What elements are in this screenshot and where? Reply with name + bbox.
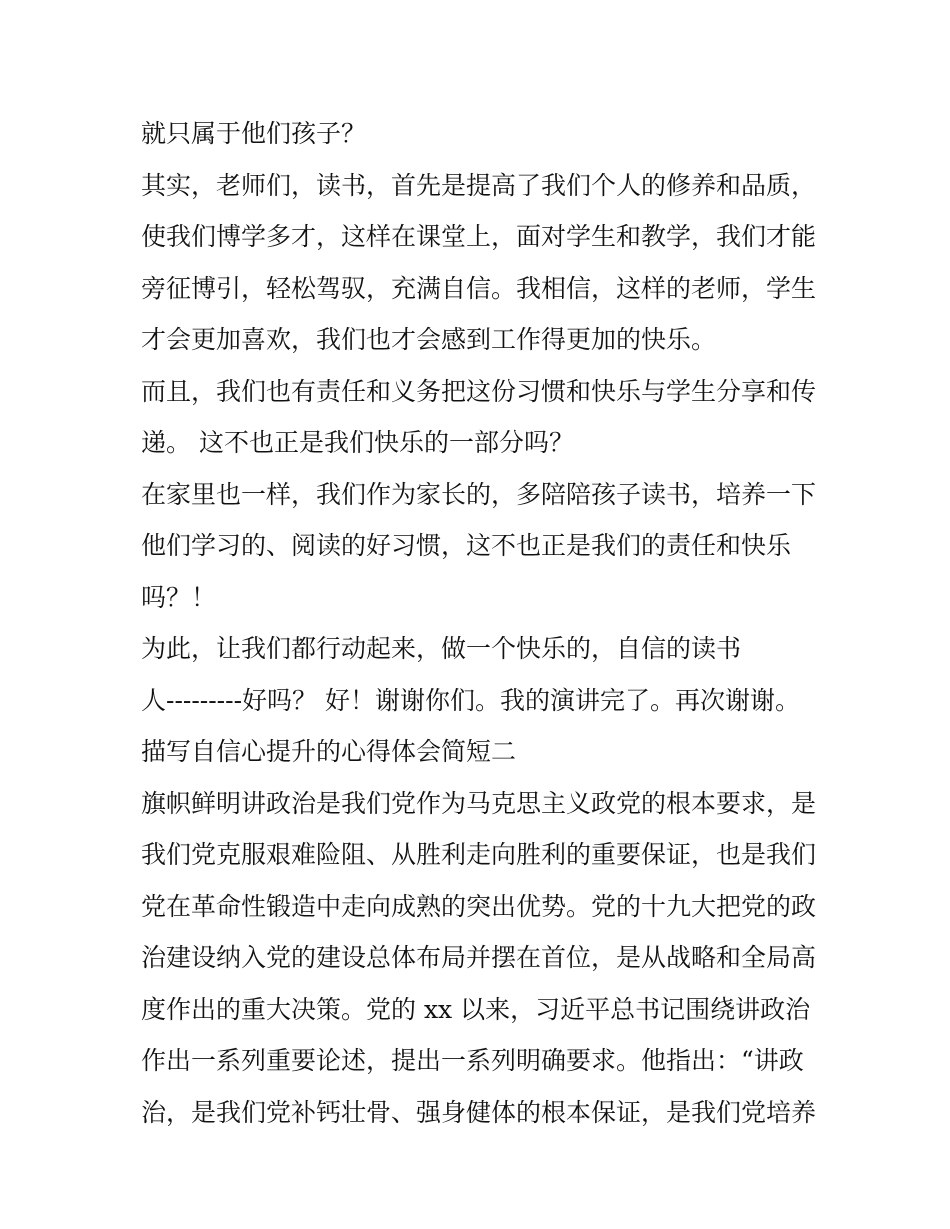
text-line: 旁征博引，轻松驾驭，充满自信。我相信，这样的老师，学生 [141, 273, 817, 303]
text-line: 旗帜鲜明讲政治是我们党作为马克思主义政党的根本要求，是 [141, 788, 817, 818]
text-line: 度作出的重大决策。党的 xx 以来，习近平总书记围绕讲政治 [141, 994, 811, 1024]
text-line: 使我们博学多才，这样在课堂上，面对学生和教学，我们才能 [141, 222, 817, 251]
text-line: 他们学习的、阅读的好习惯，这不也正是我们的责任和快乐 [141, 531, 792, 560]
text-line: 就只属于他们孩子？ [141, 119, 367, 148]
text-line: 为此，让我们都行动起来，做一个快乐的，自信的读书 [141, 634, 742, 663]
text-line: 吗？！ [141, 582, 217, 612]
document-body [141, 108, 821, 1138]
text-line: 递。 这不也正是我们快乐的一部分吗？ [141, 428, 574, 457]
text-line: 作出一系列重要论述，提出一系列明确要求。他指出：“讲政 [141, 1046, 804, 1075]
text-line: 人---------好吗？ 好！谢谢你们。我的演讲完了。再次谢谢。 [141, 685, 800, 715]
text-line: 我们党克服艰难险阻、从胜利走向胜利的重要保证，也是我们 [141, 840, 817, 869]
text-line: 党在革命性锻造中走向成熟的突出优势。党的十九大把党的政 [141, 891, 817, 921]
section-heading: 描写自信心提升的心得体会简短二 [141, 737, 517, 766]
text-line: 治，是我们党补钙壮骨、强身健体的根本保证，是我们党培养 [141, 1097, 817, 1127]
text-line: 在家里也一样，我们作为家长的，多陪陪孩子读书，培养一下 [141, 479, 817, 509]
text-line: 而且，我们也有责任和义务把这份习惯和快乐与学生分享和传 [141, 376, 817, 406]
text-line: 治建设纳入党的建设总体布局并摆在首位，是从战略和全局高 [141, 943, 817, 972]
text-line: 其实，老师们，读书，首先是提高了我们个人的修养和品质， [141, 170, 817, 200]
text-line: 才会更加喜欢，我们也才会感到工作得更加的快乐。 [141, 325, 717, 354]
